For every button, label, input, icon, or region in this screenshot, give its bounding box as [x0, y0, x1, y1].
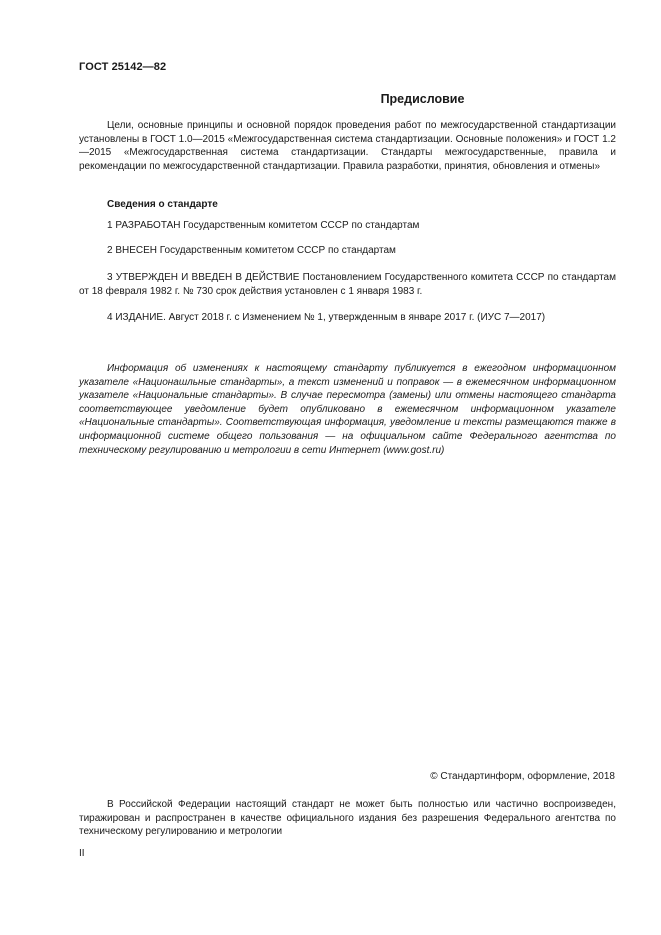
- copyright-notice: © Стандартинформ, оформление, 2018: [430, 771, 615, 782]
- page-number: II: [79, 848, 85, 859]
- info-item-1: 1 РАЗРАБОТАН Государственным комитетом СССР по стандартам: [107, 220, 420, 231]
- info-item-2: 2 ВНЕСЕН Государственным комитетом СССР по стандартам: [107, 245, 396, 256]
- changes-info-paragraph: Информация об изменениях к настоящему стандарту публикуется в ежегодном информационном указателе «Национашльные стандарты», а текст изменений и поправок — в ежемесячном информационном указателе «Национальные стандарты». В случае пересмотра (замены) или отмены настоящего стандарта соответствующее уведомление будет опубликовано в ежемесячном информационном указателе «Национальные стандарты». Соответствующая информация, уведомление и тексты размещаются также в информационной системе общего пользования — на официальном сайте Федерального агентства по техническому регулированию и метрологии в сети Интернет (www.gost.ru): [79, 363, 616, 456]
- section-title: Предисловие: [380, 92, 465, 106]
- standard-info-heading: Сведения о стандарте: [107, 199, 218, 210]
- document-code: ГОСТ 25142—82: [79, 61, 167, 73]
- rights-notice-paragraph: В Российской Федерации настоящий стандарт не может быть полностью или частично воспроизведен, тиражирован и распространен в качестве официального издания без разрешения Федерального агентства по техническому регулированию и метрологии: [79, 799, 616, 838]
- foreword-intro-paragraph: Цели, основные принципы и основной порядок проведения работ по межгосударственной стандартизации установлены в ГОСТ 1.0—2015 «Межгосударственная система стандартизации. Основные положения» и ГОСТ 1.2—2015 «Межгосударственная система стандартизации. Стандарты межгосударственные, правила и рекомендации по межгосударственной стандартизации. Правила разработки, принятия, обновления и отмены»: [79, 120, 616, 172]
- info-item-3: 3 УТВЕРЖДЕН И ВВЕДЕН В ДЕЙСТВИЕ Постановлением Государственного комитета СССР по стандартам от 18 февраля 1982 г. № 730 срок действия установлен с 1 января 1983 г.: [79, 272, 616, 297]
- info-item-4: 4 ИЗДАНИЕ. Август 2018 г. с Изменением № 1, утвержденным в январе 2017 г. (ИУС 7—2017): [107, 312, 546, 323]
